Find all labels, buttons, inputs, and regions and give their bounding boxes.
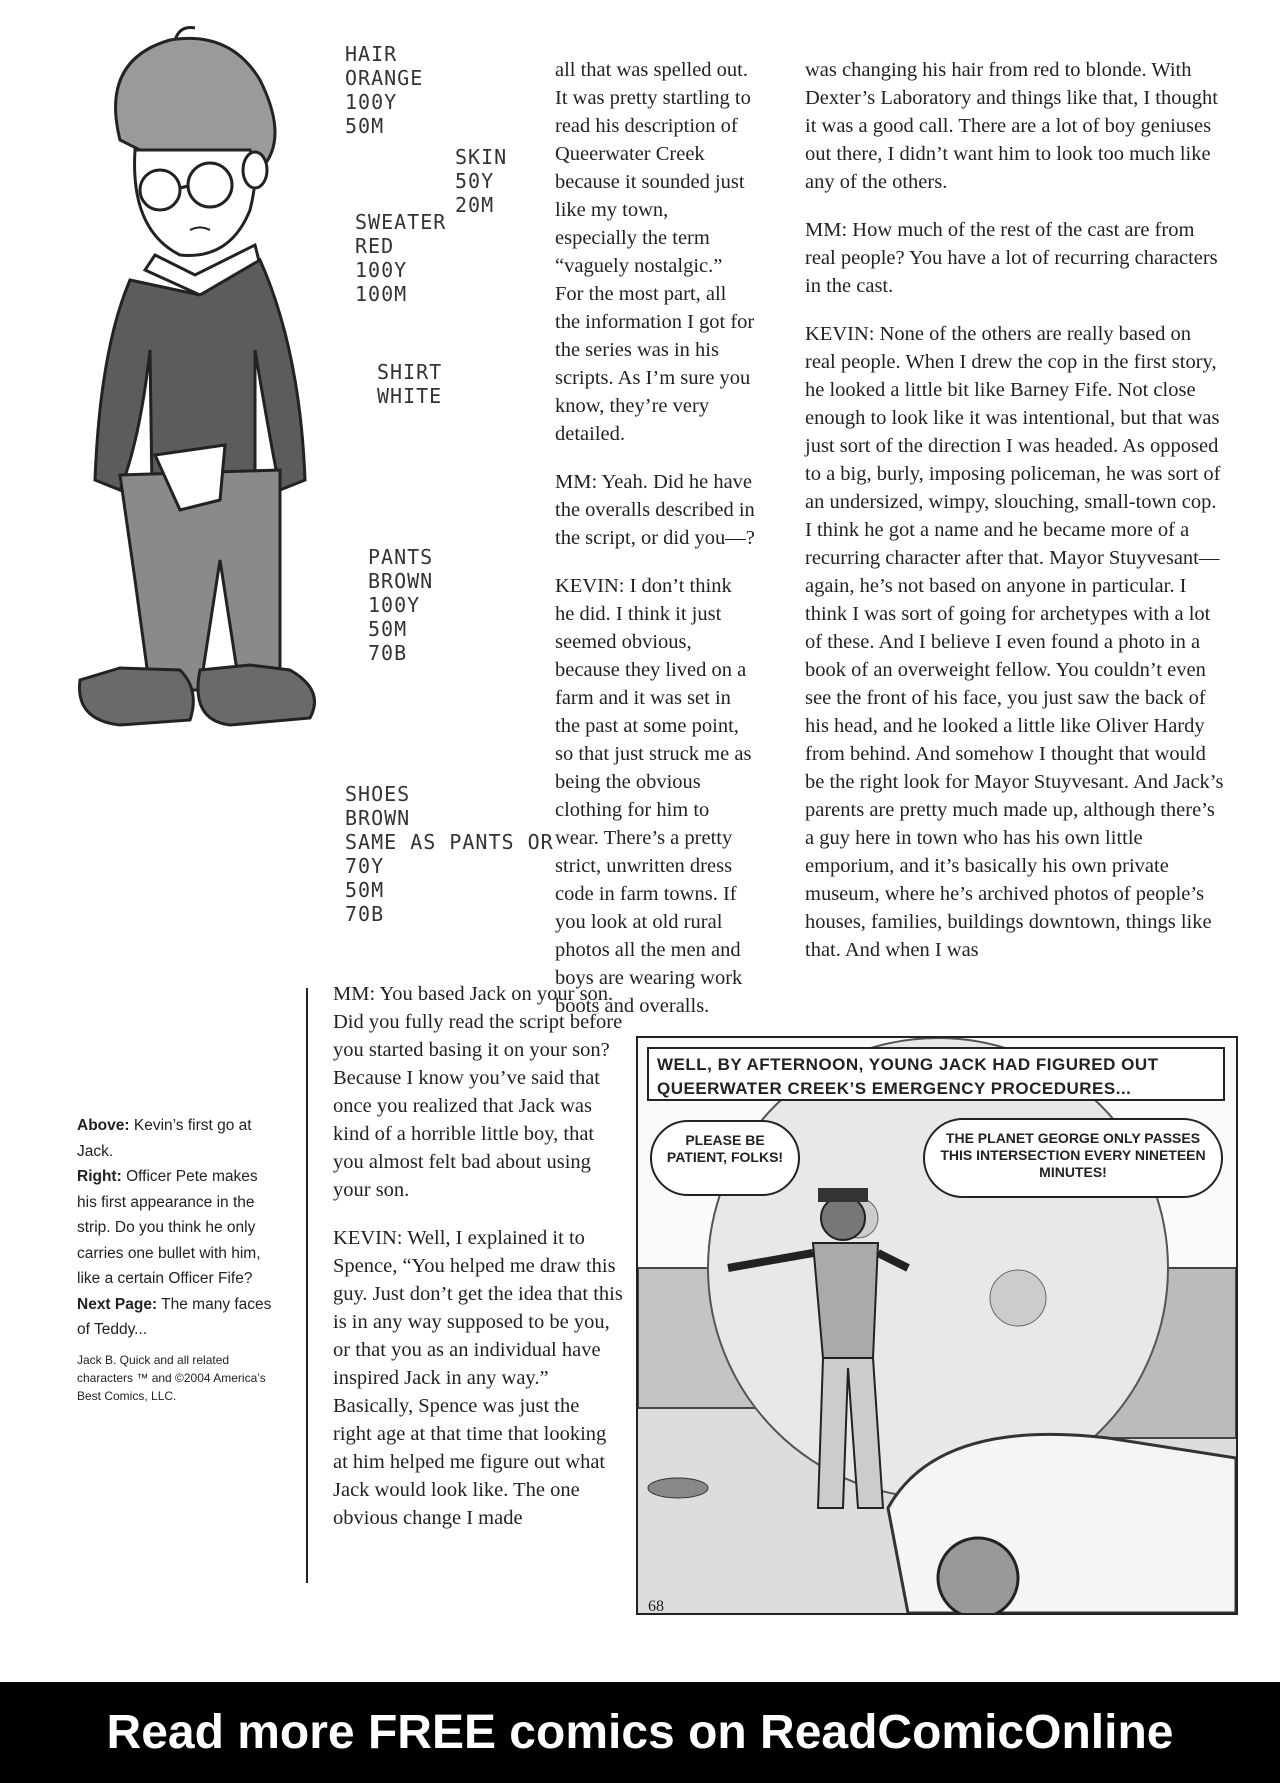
paragraph: MM: Yeah. Did he have the overalls described in the script, or did you—? <box>555 471 755 549</box>
balloon-text: THE PLANET GEORGE ONLY PASSES THIS INTERSECTION EVERY NINETEEN MINUTES! <box>940 1130 1206 1180</box>
note-line: 50M <box>345 114 385 138</box>
paragraph: KEVIN: None of the others are really based on real people. When I drew the cop in the first story, he looked a little bit like Barney Fife. Not close enough to look like it was intentional, but that was just sort of the direction I was headed. As opposed to a big, burly, imposing policeman, he was sort of an undersized, wimpy, slouching, small-town cop. I think he got a name and he became more of a recurring character after that. Mayor Stuyvesant—again, he’s not based on anyone in particular. I think I was sort of going for archetypes with a lot of these. And I believe I even found a photo in a book of an overweight fellow. You couldn’t even see the front of his face, you just saw the back of his head, and he looked a little like Oliver Hardy from behind. And somehow I thought that would be the right look for Mayor Stuyvesant. And Jack’s parents are pretty much made up, although there’s a guy here in town who has his own little emporium, and it’s basically his own private museum, where he’s archived photos of people’s houses, families, buildings downtown, things like that. And when I was <box>805 323 1224 961</box>
paragraph: KEVIN: I don’t think he did. I think it just seemed obvious, because they lived on a farm and it was set in the past at some point, so that just struck me as being the obvious clothing for him to wear. There’s a pretty strict, unwritten dress code in farm towns. If you look at old rural photos all the men and boys are wearing work boots and overalls. <box>555 575 752 1017</box>
note-line: RED <box>355 234 395 258</box>
note-line: 50M <box>345 878 385 902</box>
article-column-right <box>805 56 1225 984</box>
note-line: 50M <box>368 617 408 641</box>
note-line: 100Y <box>345 90 398 114</box>
speech-balloon-left <box>650 1120 800 1196</box>
jack-character-sketch <box>60 20 330 835</box>
note-line: 70Y <box>345 854 385 878</box>
color-note-pants <box>368 545 433 665</box>
caption-line: WELL, BY AFTERNOON, YOUNG JACK HAD FIGURED OUT <box>657 1055 1159 1074</box>
paragraph: MM: You based Jack on your son. Did you fully read the script before you started basing it on your son? Because I know you’ve said that once you realized that Jack was kind of a horrible little boy, that you almost felt bad about using your son. <box>333 983 623 1201</box>
note-line: SHOES <box>345 782 411 806</box>
comic-caption-box <box>647 1047 1225 1101</box>
paragraph: all that was spelled out. It was pretty startling to read his description of Queerwater Creek because it sounded just like my town, especially the term “vaguely nostalgic.” For the most part, all the information I got for the series was in his scripts. As I’m sure you know, they’re very detailed. <box>555 59 755 445</box>
speech-balloon-right <box>923 1118 1223 1198</box>
note-line: ORANGE <box>345 66 424 90</box>
note-line: BROWN <box>368 569 434 593</box>
article-column-left-bottom <box>333 980 623 1552</box>
caption-label: Above: <box>77 1117 130 1134</box>
paragraph: was changing his hair from red to blonde. With Dexter’s Laboratory and things like that, I thought it was a good call. There are a lot of boy geniuses out there, I didn’t want him to look too much like any of the others. <box>805 59 1218 193</box>
color-note-sweater <box>355 210 446 306</box>
paragraph: KEVIN: Well, I explained it to Spence, “You helped me draw this guy. Just don’t get the idea that this is in any way supposed to be you, or that you as an individual have inspired Jack in any way.” Basically, Spence was just the right age at that time that looking at him helped me figure out what Jack would look like. The one obvious change I made <box>333 1227 623 1529</box>
comic-panel <box>636 1036 1238 1615</box>
article-column-left-top <box>555 56 755 1040</box>
note-line: SHIRT <box>377 360 443 384</box>
note-line: SKIN <box>455 145 508 169</box>
balloon-text: PLEASE BE PATIENT, FOLKS! <box>666 1132 784 1165</box>
sidebar-captions <box>77 1113 277 1405</box>
caption-line: QUEERWATER CREEK’S EMERGENCY PROCEDURES... <box>657 1079 1132 1098</box>
note-line: 70B <box>345 902 385 926</box>
color-note-skin <box>455 145 507 217</box>
banner-text[interactable]: Read more FREE comics on ReadComicOnline <box>106 1706 1174 1759</box>
page-number: 68 <box>648 1598 664 1615</box>
color-note-shoes <box>345 782 554 926</box>
note-line: 20M <box>455 193 495 217</box>
note-line: WHITE <box>377 384 443 408</box>
note-line: SWEATER <box>355 210 447 234</box>
caption-text: The many faces of Teddy... <box>77 1295 272 1338</box>
column-divider <box>306 988 308 1583</box>
color-note-hair <box>345 42 423 138</box>
paragraph: MM: How much of the rest of the cast are from real people? You have a lot of recurring characters in the cast. <box>805 219 1218 297</box>
caption-label: Next Page: <box>77 1295 158 1313</box>
copyright-notice: Jack B. Quick and all related characters ™ and ©2004 America’s Best Comics, LLC. <box>77 1352 266 1403</box>
color-note-shirt <box>377 360 442 408</box>
note-line: 70B <box>368 641 408 665</box>
caption-text: Kevin’s first go at Jack. <box>77 1117 252 1160</box>
note-line: HAIR <box>345 42 398 66</box>
note-line: 100Y <box>368 593 421 617</box>
caption-text: Officer Pete makes his first appearance in the strip. Do you think he only carries one bullet with him, like a certain Officer Fife? <box>77 1168 261 1287</box>
note-line: 50Y <box>455 169 495 193</box>
caption-label: Right: <box>77 1168 122 1185</box>
note-line: BROWN <box>345 806 411 830</box>
note-line: PANTS <box>368 545 434 569</box>
note-line: 100M <box>355 282 408 306</box>
promo-banner[interactable] <box>0 1682 1280 1783</box>
note-line: 100Y <box>355 258 408 282</box>
note-line: SAME AS PANTS OR <box>345 830 554 854</box>
